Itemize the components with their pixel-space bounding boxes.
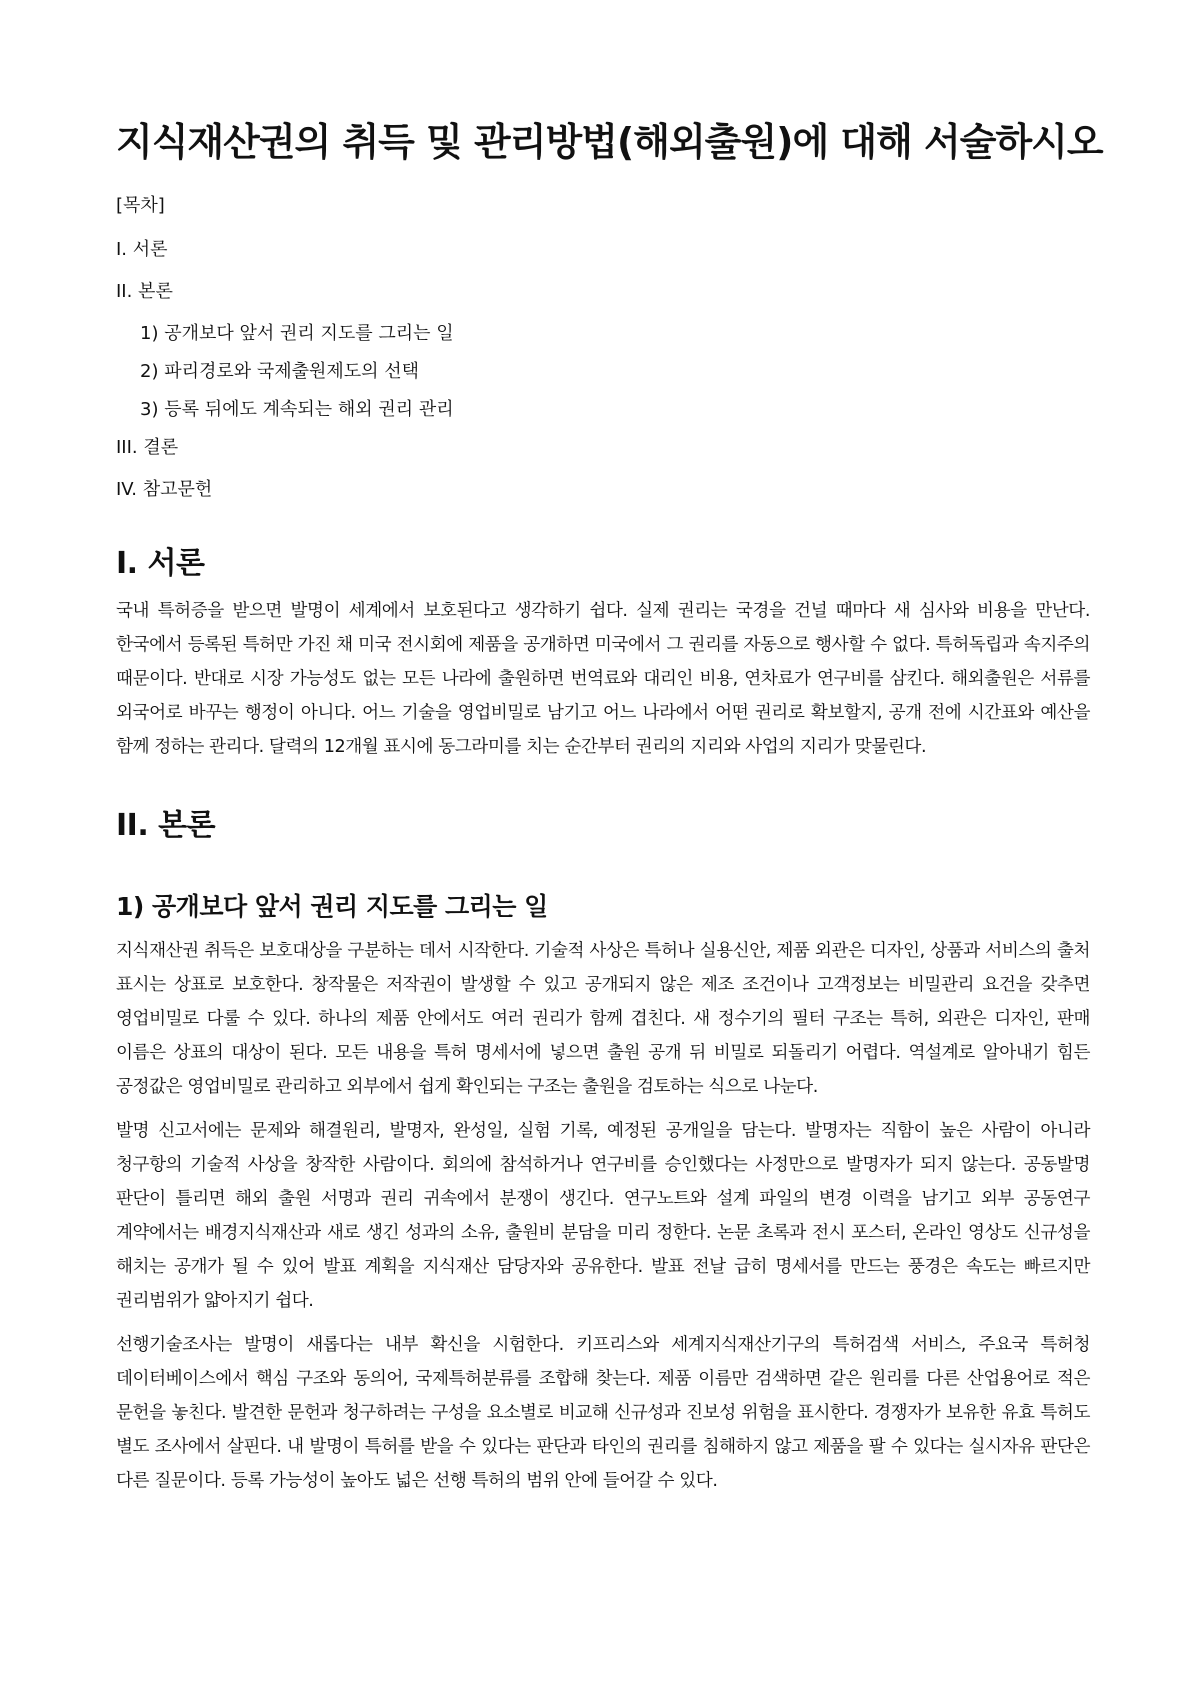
body-paragraph: 선행기술조사는 발명이 새롭다는 내부 확신을 시험한다. 키프리스와 세계지식재산기구의 특허검색 서비스, 주요국 특허청 데이터베이스에서 핵심 구조와 동의어, 국제특허분류를 조합해 찾는다. 제품 이름만 검색하면 같은 원리를 다른 산업용어로 적은 문헌을 놓친다. 발견한 문헌과 청구하려는 구성을 요소별로 비교해 신규성과 진보성 위험을 표시한다. 경쟁자가 보유한 유효 특허도 별도 조사에서 살핀다. 내 발명이 특허를 받을 수 있다는 판단과 타인의 권리를 침해하지 않고 제품을 팔 수 있다는 실시자유 판단은 다른 질문이다. 등록 가능성이 높아도 넓은 선행 특허의 범위 안에 들어갈 수 있다. bbox=[116, 1335, 1090, 1491]
table-of-contents bbox=[116, 194, 1090, 502]
subsection-1-heading: 1) 공개보다 앞서 권리 지도를 그리는 일 bbox=[116, 892, 548, 921]
document-title: 지식재산권의 취득 및 관리방법(해외출원)에 대해 서술하시오 bbox=[116, 120, 1103, 164]
toc-item-references: IV. 참고문헌 bbox=[116, 479, 213, 500]
introduction-paragraph: 국내 특허증을 받으면 발명이 세계에서 보호된다고 생각하기 쉽다. 실제 권리는 국경을 건널 때마다 새 심사와 비용을 만난다. 한국에서 등록된 특허만 가진 채 미국 전시회에 제품을 공개하면 미국에서 그 권리를 자동으로 행사할 수 없다. 특허독립과 속지주의 때문이다. 반대로 시장 가능성도 없는 모든 나라에 출원하면 번역료와 대리인 비용, 연차료가 연구비를 삼킨다. 해외출원은 서류를 외국어로 바꾸는 행정이 아니다. 어느 기술을 영업비밀로 남기고 어느 나라에서 어떤 권리로 확보할지, 공개 전에 시간표와 예산을 함께 정하는 관리다. 달력의 12개월 표시에 동그라미를 치는 순간부터 권리의 지리와 사업의 지리가 맞물린다. bbox=[116, 601, 1090, 757]
toc-item-subsection-1: 1) 공개보다 앞서 권리 지도를 그리는 일 bbox=[140, 323, 454, 344]
main-body-heading: II. 본론 bbox=[116, 808, 216, 843]
subsection-1 bbox=[116, 890, 1090, 1498]
toc-item-subsection-2: 2) 파리경로와 국제출원제도의 선택 bbox=[140, 361, 420, 382]
introduction-heading: I. 서론 bbox=[116, 546, 205, 581]
body-paragraph: 지식재산권 취득은 보호대상을 구분하는 데서 시작한다. 기술적 사상은 특허나 실용신안, 제품 외관은 디자인, 상품과 서비스의 출처 표시는 상표로 보호한다. 창작물은 저작권이 발생할 수 있고 공개되지 않은 제조 조건이나 고객정보는 비밀관리 요건을 갖추면 영업비밀로 다룰 수 있다. 하나의 제품 안에서도 여러 권리가 함께 겹친다. 새 정수기의 필터 구조는 특허, 외관은 디자인, 판매 이름은 상표의 대상이 된다. 모든 내용을 특허 명세서에 넣으면 출원 공개 뒤 비밀로 되돌리기 어렵다. 역설계로 알아내기 힘든 공정값은 영업비밀로 관리하고 외부에서 쉽게 확인되는 구조는 출원을 검토하는 식으로 나눈다. bbox=[116, 941, 1090, 1097]
toc-item-main-body: II. 본론 bbox=[116, 281, 173, 302]
toc-heading: [목차] bbox=[116, 195, 165, 216]
toc-item-subsection-3: 3) 등록 뒤에도 계속되는 해외 권리 관리 bbox=[140, 399, 454, 420]
introduction-section bbox=[116, 544, 1090, 764]
toc-list bbox=[116, 238, 1090, 502]
toc-item-conclusion: III. 결론 bbox=[116, 437, 179, 458]
body-paragraph: 발명 신고서에는 문제와 해결원리, 발명자, 완성일, 실험 기록, 예정된 공개일을 담는다. 발명자는 직함이 높은 사람이 아니라 청구항의 기술적 사상을 창작한 사람이다. 회의에 참석하거나 연구비를 승인했다는 사정만으로 발명자가 되지 않는다. 공동발명 판단이 틀리면 해외 출원 서명과 권리 귀속에서 분쟁이 생긴다. 연구노트와 설계 파일의 변경 이력을 남기고 외부 공동연구 계약에서는 배경지식재산과 새로 생긴 성과의 소유, 출원비 분담을 미리 정한다. 논문 초록과 전시 포스터, 온라인 영상도 신규성을 해치는 공개가 될 수 있어 발표 계획을 지식재산 담당자와 공유한다. 발표 전날 급히 명세서를 만드는 풍경은 속도는 빠르지만 권리범위가 얇아지기 쉽다. bbox=[116, 1121, 1090, 1311]
main-body-section bbox=[116, 806, 1090, 1498]
toc-item-introduction: I. 서론 bbox=[116, 239, 168, 260]
